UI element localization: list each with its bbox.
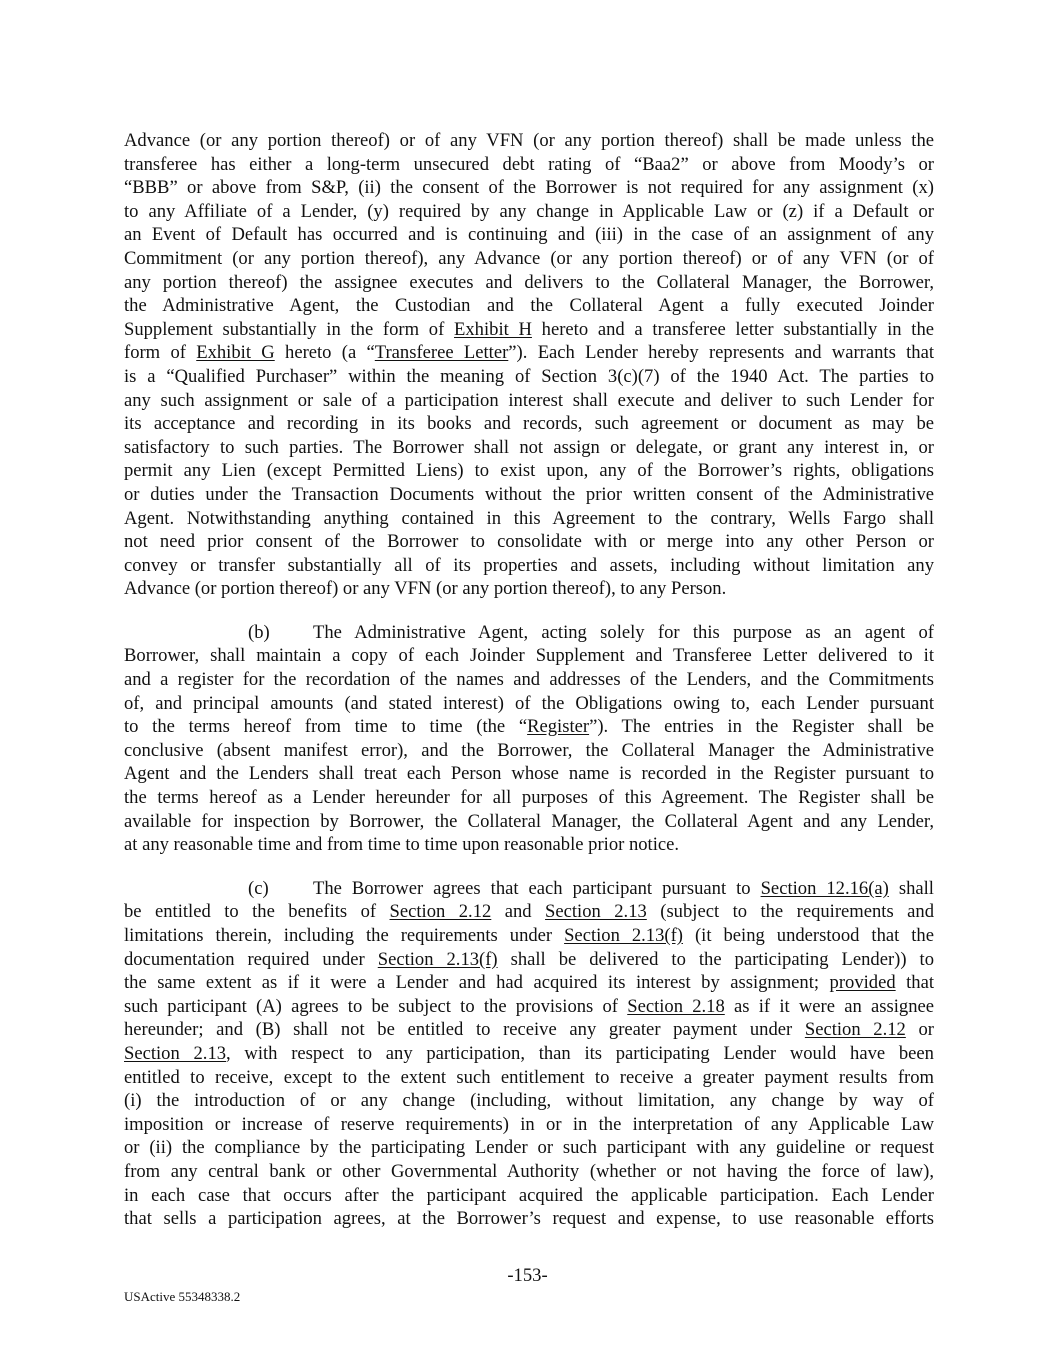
text-line: [124, 223, 934, 247]
text-line: [124, 715, 934, 739]
text-line: [124, 554, 934, 578]
text-segment: the Administrative Agent, the Custodian and the Collateral Agent a fully executed Joinder: [124, 295, 934, 317]
text-line: [124, 176, 934, 200]
text-line: [124, 668, 934, 692]
text-line: [124, 153, 934, 177]
text-segment: at any reasonable time and from time to time upon reasonable prior notice.: [124, 834, 680, 856]
text-line: [124, 1207, 934, 1231]
text-segment: The Administrative Agent, acting solely for this purpose as an agent of: [313, 621, 934, 643]
text-line: [124, 971, 934, 995]
text-line: [124, 833, 934, 857]
text-segment: Supplement substantially in the form of: [124, 318, 455, 340]
text-line: [124, 341, 934, 365]
text-segment: the same extent as if it were a Lender and had acquired its interest by assignment;: [124, 972, 830, 994]
text-segment: convey or transfer substantially all of its properties and assets, including without limitation any: [124, 554, 934, 576]
paragraph-label: (b): [248, 621, 270, 643]
cross-reference: Section 2.13(f): [564, 925, 683, 946]
text-line: [124, 762, 934, 786]
text-line: [124, 483, 934, 507]
text-segment: The Borrower agrees that each participant pursuant to: [313, 877, 761, 899]
text-segment: that sells a participation agrees, at the Borrower’s request and expense, to use reasonable efforts: [124, 1208, 934, 1230]
document-id: USActive 55348338.2: [124, 1289, 241, 1304]
text-segment: that: [895, 972, 934, 994]
text-segment: transferee has either a long-term unsecured debt rating of “Baa2” or above from Moody’s or: [124, 153, 934, 175]
text-line: [124, 530, 934, 554]
cross-reference: Exhibit G: [196, 342, 275, 364]
text-segment: Agent. Notwithstanding anything contained in this Agreement to the contrary, Wells Fargo shall: [124, 507, 934, 529]
paragraph: [124, 129, 934, 601]
text-segment: shall: [888, 877, 934, 899]
cross-reference: provided: [829, 972, 896, 994]
text-line: [124, 1184, 934, 1208]
text-line: [124, 786, 934, 810]
text-segment: to any Affiliate of a Lender, (y) required by any change in Applicable Law or (z) if a Default or: [124, 200, 934, 222]
text-line: [124, 1160, 934, 1184]
text-line: [124, 900, 934, 924]
cross-reference: Register: [527, 716, 590, 738]
text-line: [124, 412, 934, 436]
text-segment: hereto and a transferee letter substantially in the: [531, 318, 934, 340]
text-segment: be entitled to the benefits of: [124, 901, 390, 923]
text-segment: from any central bank or other Governmental Authority (whether or not having the force of law),: [124, 1160, 934, 1182]
text-line: [124, 692, 934, 716]
text-segment: ”). The entries in the Register shall be: [589, 716, 934, 738]
text-segment: such participant (A) agrees to be subject to the provisions of: [124, 995, 628, 1017]
text-segment: Advance (or portion thereof) or any VFN (or any portion thereof), to any Person.: [124, 578, 727, 600]
text-line: [124, 644, 934, 668]
text-line: [124, 436, 934, 460]
text-segment: is a “Qualified Purchaser” within the meaning of Section 3(c)(7) of the 1940 Act. The parties to: [124, 365, 934, 387]
text-segment: hereto (a “: [274, 342, 375, 364]
text-segment: Agent and the Lenders shall treat each Person whose name is recorded in the Register pursuant to: [124, 763, 934, 785]
text-segment: (it being understood that the: [682, 925, 934, 946]
text-segment: Advance (or any portion thereof) or of any VFN (or any portion thereof) shall be made unless the: [124, 130, 934, 151]
text-segment: its acceptance and recording in its books and records, such agreement or document as may be: [124, 413, 934, 435]
text-segment: imposition or increase of reserve requirements) in or in the interpretation of any Applicable Law: [124, 1113, 934, 1135]
paragraph: [124, 877, 934, 1231]
text-segment: of, and principal amounts (and stated interest) of the Obligations owing to, each Lender pursuant: [124, 692, 934, 714]
text-segment: or duties under the Transaction Documents without the prior written consent of the Administrative: [124, 483, 934, 505]
text-segment: limitations therein, including the requirements under: [124, 925, 565, 946]
cross-reference: Section 2.13: [124, 1042, 227, 1064]
text-segment: hereunder; and (B) shall not be entitled to receive any greater payment under: [124, 1019, 805, 1041]
text-segment: (i) the introduction of or any change (including, without limitation, any change by way of: [124, 1090, 934, 1112]
text-segment: the terms hereof as a Lender hereunder for all purposes of this Agreement. The Register shall be: [124, 787, 934, 809]
cross-reference: Section 2.13: [545, 901, 647, 923]
text-line: [124, 200, 934, 224]
text-segment: to the terms hereof from time to time (the “: [124, 716, 528, 738]
text-segment: documentation required under: [124, 948, 378, 970]
text-segment: and: [491, 901, 546, 923]
text-segment: satisfactory to such parties. The Borrower shall not assign or delegate, or grant any interest in, or: [124, 436, 934, 458]
text-line: [124, 271, 934, 295]
text-segment: or: [905, 1019, 934, 1041]
text-segment: not need prior consent of the Borrower to consolidate with or merge into any other Person or: [124, 531, 934, 553]
paragraph: [124, 621, 934, 857]
text-segment: permit any Lien (except Permitted Liens) to exist upon, any of the Borrower’s rights, obligations: [124, 460, 934, 482]
text-segment: Borrower, shall maintain a copy of each Joinder Supplement and Transferee Letter delivered to it: [124, 645, 934, 667]
cross-reference: Section 2.12: [804, 1019, 906, 1041]
page-number: -153-: [507, 1265, 548, 1286]
text-segment: Commitment (or any portion thereof), any Advance (or any portion thereof) or of any VFN (or of: [124, 247, 934, 269]
text-line: [124, 1113, 934, 1137]
cross-reference: Exhibit H: [454, 318, 532, 340]
text-line: [124, 318, 934, 342]
text-line: [124, 507, 934, 531]
cross-reference: Section 2.18: [627, 995, 725, 1017]
text-segment: , with respect to any participation, than its participating Lender would have been: [226, 1042, 934, 1064]
text-segment: “BBB” or above from S&P, (ii) the consent of the Borrower is not required for any assignment (x): [124, 177, 934, 199]
text-line: [124, 247, 934, 271]
paragraph-label: (c): [248, 877, 269, 899]
text-line: [124, 621, 934, 645]
text-segment: in each case that occurs after the participant acquired the applicable participation. Each Lender: [124, 1184, 934, 1206]
cross-reference: Section 12.16(a): [760, 877, 889, 899]
text-segment: ”). Each Lender hereby represents and warrants that: [508, 342, 934, 364]
text-segment: any such assignment or sale of a participation interest shall execute and deliver to such Lender for: [124, 389, 934, 411]
text-line: [124, 294, 934, 318]
text-line: [124, 810, 934, 834]
text-segment: and a register for the recordation of the names and addresses of the Lenders, and the Commitments: [124, 669, 934, 691]
text-segment: or (ii) the compliance by the participating Lender or such participant with any guideline or request: [124, 1137, 934, 1159]
text-segment: form of: [124, 342, 197, 364]
text-segment: as if it were an assignee: [724, 995, 934, 1017]
text-line: [124, 365, 934, 389]
text-line: [124, 577, 934, 601]
text-line: [124, 459, 934, 483]
text-line: [124, 1042, 934, 1066]
text-segment: entitled to receive, except to the extent such entitlement to receive a greater payment results from: [124, 1066, 934, 1088]
text-line: [124, 389, 934, 413]
text-line: [124, 129, 934, 153]
text-line: [124, 995, 934, 1019]
document-body: [124, 129, 934, 1251]
text-line: [124, 877, 934, 901]
text-line: [124, 739, 934, 763]
text-line: [124, 1066, 934, 1090]
text-line: [124, 948, 934, 972]
text-segment: available for inspection by Borrower, the Collateral Manager, the Collateral Agent and any Lender,: [124, 810, 934, 832]
text-segment: conclusive (absent manifest error), and the Borrower, the Collateral Manager the Administrative: [124, 739, 934, 761]
text-segment: an Event of Default has occurred and is continuing and (iii) in the case of an assignment of any: [124, 224, 934, 246]
text-line: [124, 924, 934, 948]
text-segment: (subject to the requirements and: [646, 901, 934, 923]
text-line: [124, 1018, 934, 1042]
text-line: [124, 1136, 934, 1160]
cross-reference: Section 2.13(f): [377, 948, 498, 970]
cross-reference: Transferee Letter: [374, 342, 509, 364]
text-segment: any portion thereof) the assignee executes and delivers to the Collateral Manager, the Borrower,: [124, 271, 934, 293]
text-segment: shall be delivered to the participating Lender)) to: [497, 948, 934, 970]
text-line: [124, 1089, 934, 1113]
cross-reference: Section 2.12: [389, 901, 492, 923]
